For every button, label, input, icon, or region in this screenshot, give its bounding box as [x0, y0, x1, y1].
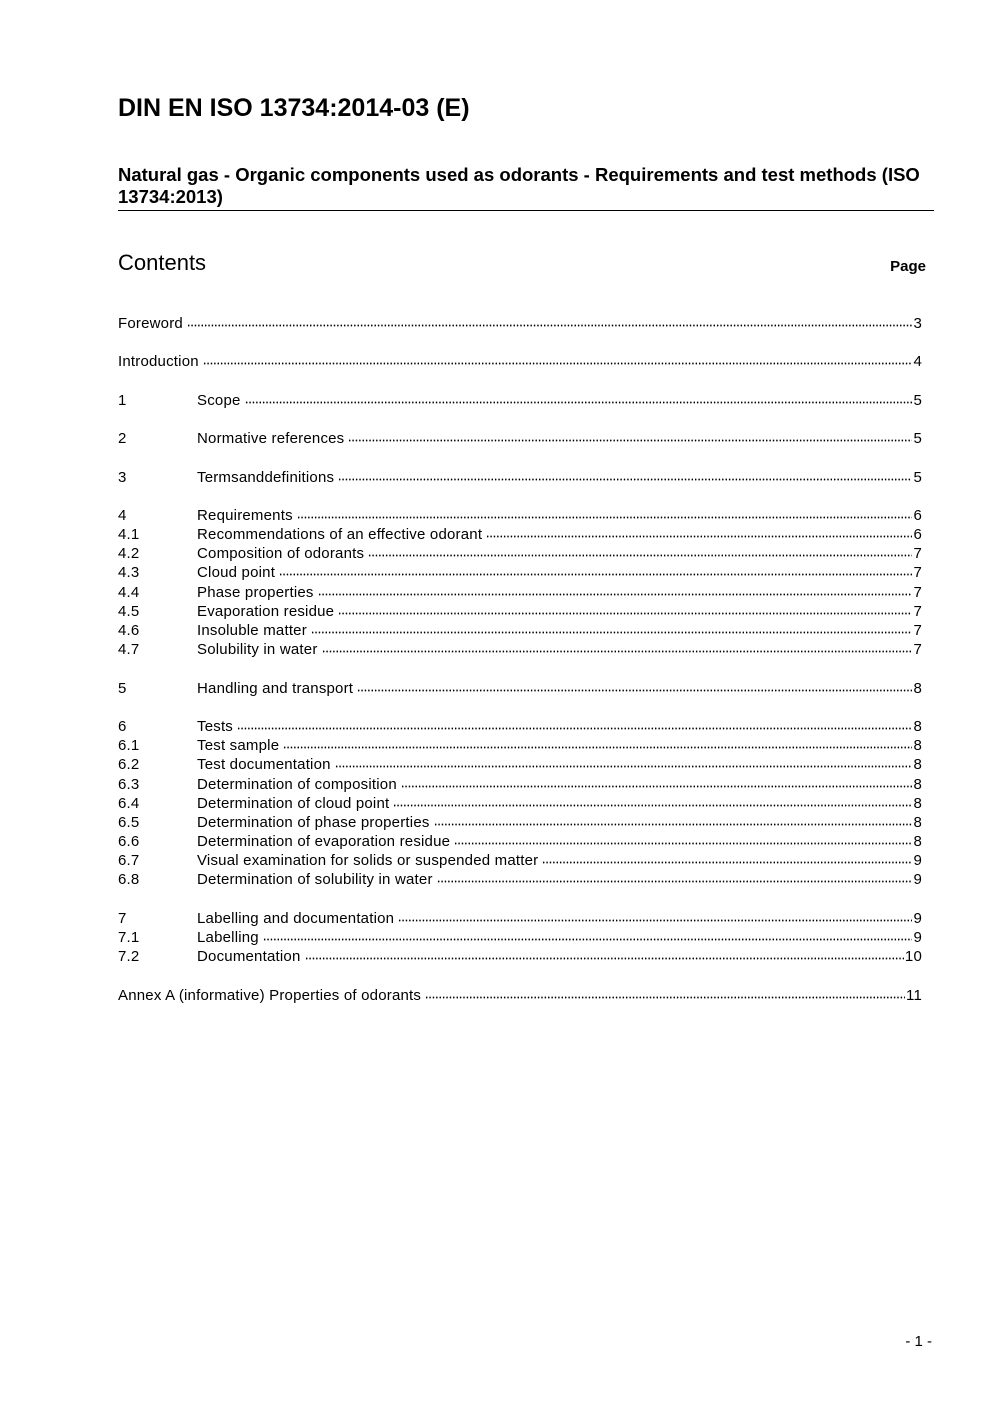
- toc-entry-title: Scope: [197, 391, 241, 409]
- toc-entry-page: 3: [913, 315, 922, 332]
- toc-entry-title: Composition of odorants: [197, 545, 365, 563]
- toc-dot-leader: [263, 929, 913, 941]
- toc-dot-leader: [279, 564, 912, 576]
- toc-group: [118, 392, 922, 411]
- toc-entry-title: Labelling: [197, 929, 259, 946]
- toc-entry-number: 4.5: [118, 602, 140, 620]
- toc-group: [118, 430, 922, 449]
- toc-entry-number: 6.3: [118, 775, 140, 793]
- toc-entry-page: 11: [906, 986, 922, 1004]
- toc-dot-leader: [425, 987, 905, 999]
- toc-entry-number: 3: [118, 468, 127, 486]
- title-rule: [118, 210, 934, 211]
- toc-group: [118, 680, 922, 699]
- toc-entry-number: 4.2: [118, 545, 140, 563]
- toc-dot-leader: [335, 756, 913, 768]
- toc-entry-title: Determination of composition: [197, 775, 397, 793]
- toc-entry-title: Handling and transport: [197, 679, 354, 697]
- toc-entry-title: Annex A (informative) Properties of odorants: [118, 986, 422, 1004]
- toc-dot-leader: [486, 526, 912, 538]
- toc-group: [118, 718, 922, 891]
- toc-entry[interactable]: [118, 833, 922, 852]
- toc-dot-leader: [203, 353, 913, 365]
- toc-entry-page: 8: [913, 756, 922, 774]
- toc-entry[interactable]: [118, 584, 922, 603]
- toc-entry[interactable]: [118, 392, 922, 411]
- toc-entry-title: Normative references: [197, 430, 345, 448]
- toc-entry[interactable]: [118, 871, 922, 890]
- page-number: - 1 -: [905, 1333, 932, 1350]
- toc-group: [118, 315, 922, 334]
- toc-entry-number: 4: [118, 506, 127, 524]
- toc-entry-page: 7: [913, 641, 922, 659]
- toc-dot-leader: [283, 737, 912, 749]
- toc-group: [118, 469, 922, 488]
- contents-heading: Contents: [118, 250, 207, 275]
- toc-entry-number: 6.5: [118, 813, 140, 831]
- toc-entry-page: 5: [913, 468, 922, 486]
- toc-entry[interactable]: [118, 507, 922, 526]
- toc-entry-page: 7: [913, 545, 922, 563]
- toc-entry[interactable]: [118, 603, 922, 622]
- toc-entry-title: Foreword: [118, 315, 183, 332]
- toc-entry-number: 6.2: [118, 756, 140, 774]
- toc-entry[interactable]: [118, 948, 922, 967]
- toc-dot-leader: [305, 948, 904, 960]
- toc-entry-number: 7.2: [118, 948, 140, 966]
- toc-entry-page: 5: [913, 430, 922, 448]
- toc-entry[interactable]: [118, 430, 922, 449]
- toc-dot-leader: [401, 776, 913, 788]
- toc-entry-title: Determination of phase properties: [197, 813, 430, 831]
- toc-group: [118, 910, 922, 968]
- toc-entry-page: 7: [913, 602, 922, 620]
- toc-entry[interactable]: [118, 737, 922, 756]
- toc-entry[interactable]: [118, 814, 922, 833]
- toc-entry-number: 7: [118, 909, 127, 927]
- toc-dot-leader: [434, 814, 913, 826]
- toc-entry-title: Phase properties: [197, 583, 314, 601]
- toc-entry-page: 9: [913, 871, 922, 889]
- toc-entry-page: 7: [913, 583, 922, 601]
- toc-entry-title: Cloud point: [197, 564, 276, 582]
- toc-entry[interactable]: [118, 564, 922, 583]
- toc-entry[interactable]: [118, 852, 922, 871]
- toc-dot-leader: [338, 603, 912, 615]
- toc-entry-number: 6: [118, 717, 127, 735]
- toc-dot-leader: [393, 795, 912, 807]
- toc-entry[interactable]: [118, 795, 922, 814]
- toc-entry-title: Introduction: [118, 353, 199, 371]
- toc-entry[interactable]: [118, 622, 922, 641]
- toc-entry-number: 6.4: [118, 794, 140, 812]
- toc-entry-number: 6.8: [118, 871, 140, 889]
- toc-entry-page: 7: [913, 622, 922, 639]
- toc-entry-page: 8: [913, 679, 922, 697]
- toc-entry[interactable]: [118, 756, 922, 775]
- toc-entry-page: 10: [904, 948, 922, 966]
- toc-entry-page: 8: [913, 737, 922, 755]
- toc-entry-title: Test sample: [197, 737, 280, 755]
- toc-entry[interactable]: [118, 545, 922, 564]
- toc-entry-page: 5: [913, 391, 922, 409]
- toc-entry[interactable]: [118, 718, 922, 737]
- document-title: DIN EN ISO 13734:2014-03 (E): [118, 94, 470, 122]
- toc-entry-page: 4: [913, 353, 922, 371]
- toc-entry-number: 6.7: [118, 852, 140, 870]
- toc-entry-page: 7: [913, 564, 922, 582]
- toc-entry-number: 7.1: [118, 929, 140, 946]
- toc-dot-leader: [318, 584, 913, 596]
- toc-entry-page: 6: [913, 526, 922, 544]
- toc-entry-title: Labelling and documentation: [197, 909, 395, 927]
- toc-entry-page: 8: [913, 775, 922, 793]
- toc-entry[interactable]: [118, 353, 922, 372]
- toc-entry-page: 9: [913, 852, 922, 870]
- toc-dot-leader: [311, 622, 913, 634]
- toc-entry-title: Documentation: [197, 948, 301, 966]
- toc-entry[interactable]: [118, 776, 922, 795]
- toc-entry-title: Determination of cloud point: [197, 794, 390, 812]
- toc-entry-title: Termsanddefinitions: [197, 468, 335, 486]
- toc-entry-page: 6: [913, 506, 922, 524]
- toc-entry-number: 4.7: [118, 641, 140, 659]
- toc-entry[interactable]: [118, 315, 922, 334]
- toc-entry-page: 8: [913, 794, 922, 812]
- toc-entry-page: 8: [913, 813, 922, 831]
- toc-dot-leader: [297, 507, 913, 519]
- toc-dot-leader: [368, 545, 912, 557]
- toc-entry-title: Requirements: [197, 506, 293, 524]
- toc-dot-leader: [398, 910, 912, 922]
- toc-entry-number: 6.6: [118, 833, 140, 851]
- toc-entry-number: 2: [118, 430, 127, 448]
- toc-entry-title: Test documentation: [197, 756, 331, 774]
- toc-entry-title: Solubility in water: [197, 641, 318, 659]
- toc-entry-page: 8: [913, 717, 922, 735]
- page-column-label: Page: [890, 258, 926, 275]
- toc-entry[interactable]: [118, 929, 922, 948]
- toc-entry-page: 9: [913, 909, 922, 927]
- toc-entry[interactable]: [118, 680, 922, 699]
- toc-entry-number: 4.4: [118, 583, 140, 601]
- toc-entry[interactable]: [118, 641, 922, 660]
- toc-entry-number: 6.1: [118, 737, 140, 755]
- toc-entry-title: Visual examination for solids or suspended matter: [197, 852, 539, 870]
- toc-entry-title: Recommendations of an effective odorant: [197, 526, 483, 544]
- toc-dot-leader: [322, 641, 913, 653]
- toc-group: [118, 507, 922, 661]
- toc-entry-title: Determination of evaporation residue: [197, 833, 451, 851]
- toc-entry-title: Insoluble matter: [197, 622, 307, 639]
- toc-group: [118, 987, 922, 1006]
- toc-entry-title: Tests: [197, 717, 234, 735]
- toc-entry[interactable]: [118, 469, 922, 488]
- toc-dot-leader: [338, 469, 912, 481]
- document-subtitle: Natural gas - Organic components used as odorants - Requirements and test methods (ISO 13734:2013): [118, 164, 920, 207]
- toc-entry-title: Evaporation residue: [197, 602, 335, 620]
- toc-entry-number: 4.1: [118, 526, 140, 544]
- toc-dot-leader: [437, 871, 913, 883]
- toc-entry[interactable]: [118, 987, 922, 1006]
- toc-entry-page: 9: [913, 929, 922, 946]
- toc-entry-number: 4.3: [118, 564, 140, 582]
- toc-entry-title: Determination of solubility in water: [197, 871, 433, 889]
- toc-entry[interactable]: [118, 526, 922, 545]
- toc-group: [118, 353, 922, 372]
- toc-dot-leader: [542, 852, 912, 864]
- toc-dot-leader: [348, 430, 912, 442]
- toc-dot-leader: [357, 680, 912, 692]
- toc-entry-number: 1: [118, 391, 127, 409]
- toc-dot-leader: [187, 315, 912, 327]
- toc-dot-leader: [245, 392, 913, 404]
- table-of-contents: [118, 315, 922, 1025]
- toc-entry-number: 5: [118, 679, 127, 697]
- toc-entry-page: 8: [913, 833, 922, 851]
- toc-entry-number: 4.6: [118, 622, 140, 639]
- toc-dot-leader: [454, 833, 912, 845]
- toc-dot-leader: [237, 718, 912, 730]
- toc-entry[interactable]: [118, 910, 922, 929]
